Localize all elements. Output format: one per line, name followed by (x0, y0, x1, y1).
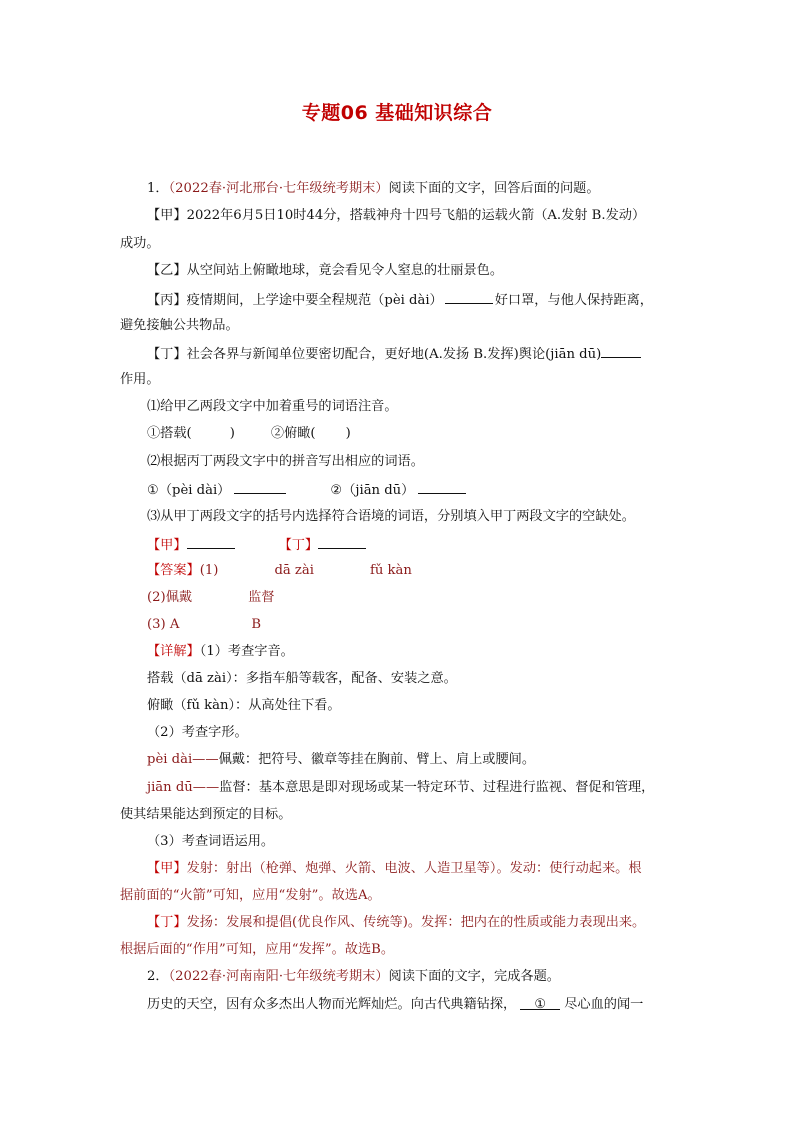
detail-10: 据前面的“火箭”可知，应用“发射”。故选A。 (120, 888, 381, 903)
detail-tag: 【详解】 (147, 644, 200, 659)
answer-2 (147, 588, 274, 608)
q1-number: 1． (147, 181, 169, 196)
detail-6-text: 监督：基本意思是即对现场或某一特定环节、过程进行监视、督促和管理， (219, 780, 655, 795)
detail-1 (147, 642, 294, 662)
answer-3-v2: B (251, 617, 262, 632)
bing-tag: 【丙】 (147, 293, 187, 308)
q2-blank-1[interactable] (520, 995, 560, 1010)
sub2-b: ②（jiān dū） (330, 483, 415, 498)
detail-5-text: 佩戴：把符号、徽章等挂在胸前、臂上、肩上或腰间。 (218, 752, 536, 767)
detail-6 (147, 778, 654, 798)
detail-7: 使其结果能达到预定的目标。 (120, 807, 292, 822)
bing-text-a: 疫情期间，上学途中要全程规范（pèi dài） (186, 293, 443, 308)
detail-1-text: （1）考查字音。 (199, 644, 294, 659)
q1-bing-cont: 避免接触公共物品。 (120, 318, 239, 333)
detail-6-pinyin: jiān dū—— (147, 780, 220, 795)
yi-tag: 【乙】 (147, 263, 187, 278)
answer-1-v1: dā zài (274, 563, 314, 578)
q1-sub3-items (147, 534, 366, 556)
jia-tag: 【甲】 (147, 208, 187, 223)
sub1-a: ①搭载( (147, 426, 192, 441)
q1-jia (147, 206, 645, 226)
sub3-ding-blank[interactable] (318, 534, 366, 549)
sub3-ding: 【丁】 (278, 538, 319, 553)
detail-3: 俯瞰（fǔ kàn）：从高处往下看。 (147, 698, 341, 713)
q2-blank-1-mark: ① (534, 997, 547, 1012)
answer-tag: 【答案】 (147, 563, 200, 578)
q2-text-a: 历史的天空，因有众多杰出人物而光辉灿烂。向古代典籍钻探， (147, 997, 517, 1012)
sub1-a-end: ) (229, 426, 235, 441)
detail-2: 搭载（dā zài）：多指车船等载客，配备、安装之意。 (147, 671, 457, 686)
q1-sub2-items (147, 479, 466, 501)
sub2-a-blank[interactable] (234, 479, 286, 494)
sub3-jia: 【甲】 (147, 538, 187, 553)
q1-bing (147, 289, 653, 311)
q1-ding-cont: 作用。 (120, 372, 160, 387)
q1-yi (147, 261, 503, 281)
bing-blank[interactable] (445, 289, 493, 304)
bing-text-b: 好口罩，与他人保持距离， (494, 293, 653, 308)
q1-sub1: ⑴给甲乙两段文字中加着重号的词语注音。 (147, 399, 398, 414)
detail-9 (147, 859, 642, 879)
q1-prompt: 阅读下面的文字，回答后面的问题。 (388, 181, 600, 196)
answer-1 (147, 561, 412, 581)
detail-11 (147, 913, 645, 933)
answer-2-v2: 监督 (248, 590, 275, 605)
q1-sub2: ⑵根据丙丁两段文字中的拼音写出相应的词语。 (147, 454, 424, 469)
detail-11-text: 发扬：发展和提倡(优良作风、传统等)。发挥：把内在的性质或能力表现出来。 (186, 915, 646, 930)
sub1-b: ②俯瞰( (270, 426, 316, 441)
q1-sub1-items (147, 424, 351, 444)
detail-9-tag: 【甲】 (147, 861, 187, 876)
answer-2-label: (2) (147, 590, 166, 605)
q2-source: （2022春·河南南阳·七年级统考期末） (168, 969, 389, 984)
q2-text-b: 尽心血的闻一 (564, 997, 644, 1012)
sub2-a: ①（pèi dài） (147, 483, 231, 498)
ding-tag: 【丁】 (147, 347, 187, 362)
q2-text (147, 995, 643, 1015)
sub2-b-blank[interactable] (418, 479, 466, 494)
sub1-b-end: ) (345, 426, 351, 441)
q1-sub3: ⑶从甲丁两段文字的括号内选择符合语境的词语，分别填入甲丁两段文字的空缺处。 (147, 509, 635, 524)
answer-2-v1: 佩戴 (165, 590, 193, 605)
q1-jia-cont: 成功。 (120, 236, 160, 251)
detail-11-tag: 【丁】 (147, 915, 187, 930)
q2-header (147, 967, 560, 987)
q2-number: 2． (147, 969, 169, 984)
detail-8: （3）考查词语运用。 (147, 834, 275, 849)
page-title: 专题06 基础知识综合 (301, 102, 493, 124)
answer-1-v2: fǔ kàn (369, 563, 412, 578)
answer-3-label: (3) A (147, 617, 180, 632)
ding-blank[interactable] (601, 343, 641, 358)
answer-3 (147, 615, 261, 635)
detail-4: （2）考查字形。 (147, 725, 248, 740)
q1-ding (147, 343, 641, 365)
sub3-jia-blank[interactable] (187, 534, 235, 549)
detail-12: 根据后面的“作用”可知，应用“发挥”。故选B。 (120, 942, 395, 957)
jia-text: 2022年6月5日10时44分，搭载神舟十四号飞船的运载火箭（A.发射 B.发动） (186, 208, 646, 223)
detail-5 (147, 750, 535, 770)
q1-source: （2022春·河北邢台·七年级统考期末） (168, 181, 389, 196)
answer-1-label: (1) (199, 563, 219, 578)
q2-prompt: 阅读下面的文字，完成各题。 (388, 969, 560, 984)
detail-5-pinyin: pèi dài—— (147, 752, 219, 767)
q1-header (147, 179, 600, 199)
detail-9-text: 发射：射出（枪弹、炮弹、火箭、电波、人造卫星等）。发动：使行动起来。根 (186, 861, 642, 876)
yi-text: 从空间站上俯瞰地球，竟会看见令人窒息的壮丽景色。 (186, 263, 504, 278)
ding-text: 社会各界与新闻单位要密切配合，更好地(A.发扬 B.发挥)舆论(jiān dū) (186, 347, 602, 362)
